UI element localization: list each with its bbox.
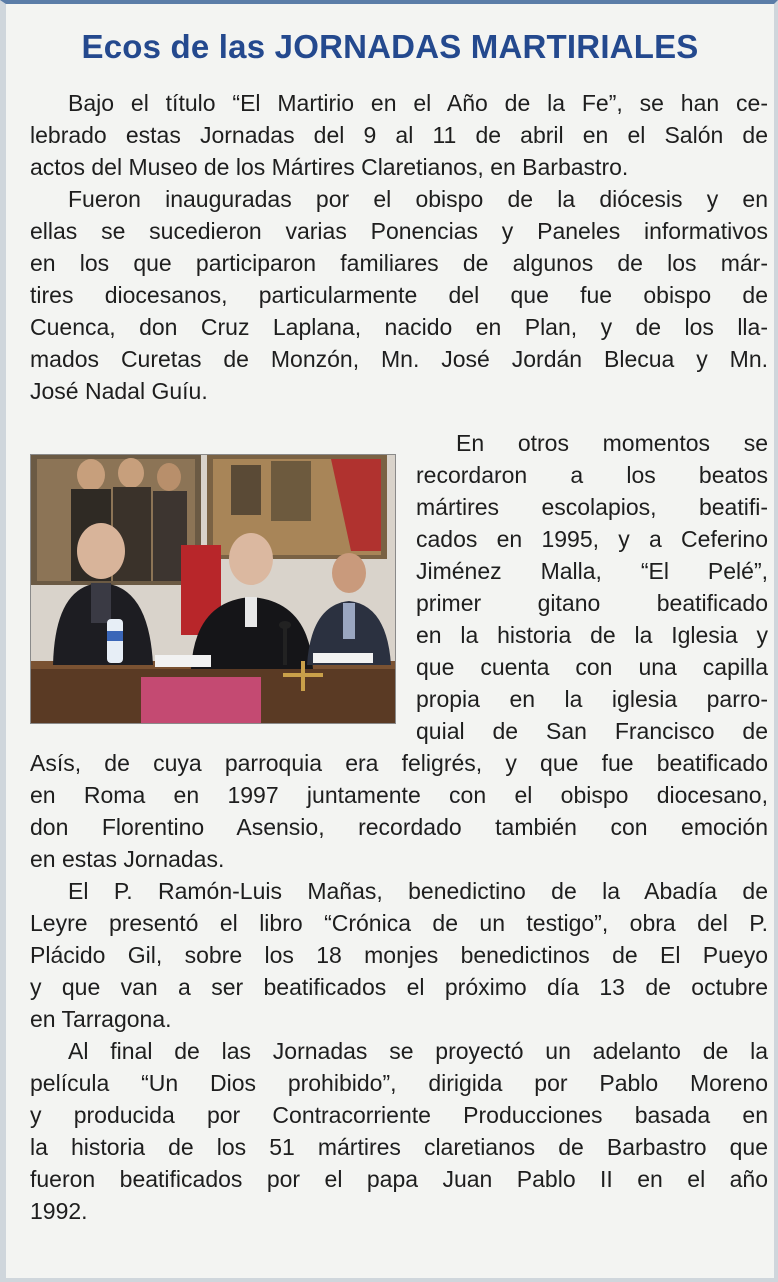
text-line: cados en 1995, y a Ceferino <box>416 526 768 552</box>
event-photo-image <box>31 455 395 723</box>
text-line: y que van a ser beatificados el próximo día 13 de octubre <box>30 974 768 1000</box>
text-line: El P. Ramón-Luis Mañas, benedictino de la Abadía de <box>68 878 768 904</box>
text-line: fueron beatificados por el papa Juan Pablo II en el año <box>30 1166 768 1192</box>
text-line: actos del Museo de los Mártires Claretianos, en Barbastro. <box>30 154 629 180</box>
text-line: en estas Jornadas. <box>30 846 225 872</box>
text-line: Fueron inauguradas por el obispo de la diócesis y en <box>68 186 768 212</box>
text-line: en los que participaron familiares de algunos de los már- <box>30 250 768 276</box>
text-line: Al final de las Jornadas se proyectó un adelanto de la <box>68 1038 768 1064</box>
text-line: En otros momentos se <box>456 430 768 456</box>
text-line: y producida por Contracorriente Producciones basada en <box>30 1102 768 1128</box>
text-line: la historia de los 51 mártires claretianos de Barbastro que <box>30 1134 768 1160</box>
text-line: propia en la iglesia parro- <box>416 686 768 712</box>
text-line: en la historia de la Iglesia y <box>416 622 768 648</box>
text-line: don Florentino Asensio, recordado también con emoción <box>30 814 768 840</box>
text-line: primer gitano beatificado <box>416 590 768 616</box>
text-line: Leyre presentó el libro “Crónica de un testigo”, obra del P. <box>30 910 768 936</box>
text-line: Bajo el título “El Martirio en el Año de la Fe”, se han ce- <box>68 90 768 116</box>
text-line: lebrado estas Jornadas del 9 al 11 de abril en el Salón de <box>30 122 768 148</box>
text-line: película “Un Dios prohibido”, dirigida por Pablo Moreno <box>30 1070 768 1096</box>
text-line: José Nadal Guíu. <box>30 378 208 404</box>
text-line: tires diocesanos, particularmente del que fue obispo de <box>30 282 768 308</box>
text-line: Asís, de cuya parroquia era feligrés, y que fue beatificado <box>30 750 768 776</box>
text-line: en Tarragona. <box>30 1006 172 1032</box>
event-photo <box>30 454 396 724</box>
text-line: mártires escolapios, beatifi- <box>416 494 768 520</box>
text-line: ellas se sucedieron varias Ponencias y Paneles informativos <box>30 218 768 244</box>
article-title: Ecos de las JORNADAS MARTIRIALES <box>81 28 699 65</box>
text-line: Jiménez Malla, “El Pelé”, <box>416 558 768 584</box>
text-line: recordaron a los beatos <box>416 462 768 488</box>
text-line: que cuenta con una capilla <box>416 654 768 680</box>
text-line: mados Curetas de Monzón, Mn. José Jordán Blecua y Mn. <box>30 346 768 372</box>
text-line: en Roma en 1997 juntamente con el obispo diocesano, <box>30 782 768 808</box>
text-line: 1992. <box>30 1198 88 1224</box>
text-line: Plácido Gil, sobre los 18 monjes benedictinos de El Pueyo <box>30 942 768 968</box>
text-line: Cuenca, don Cruz Laplana, nacido en Plan, y de los lla- <box>30 314 768 340</box>
text-line: quial de San Francisco de <box>416 718 768 744</box>
